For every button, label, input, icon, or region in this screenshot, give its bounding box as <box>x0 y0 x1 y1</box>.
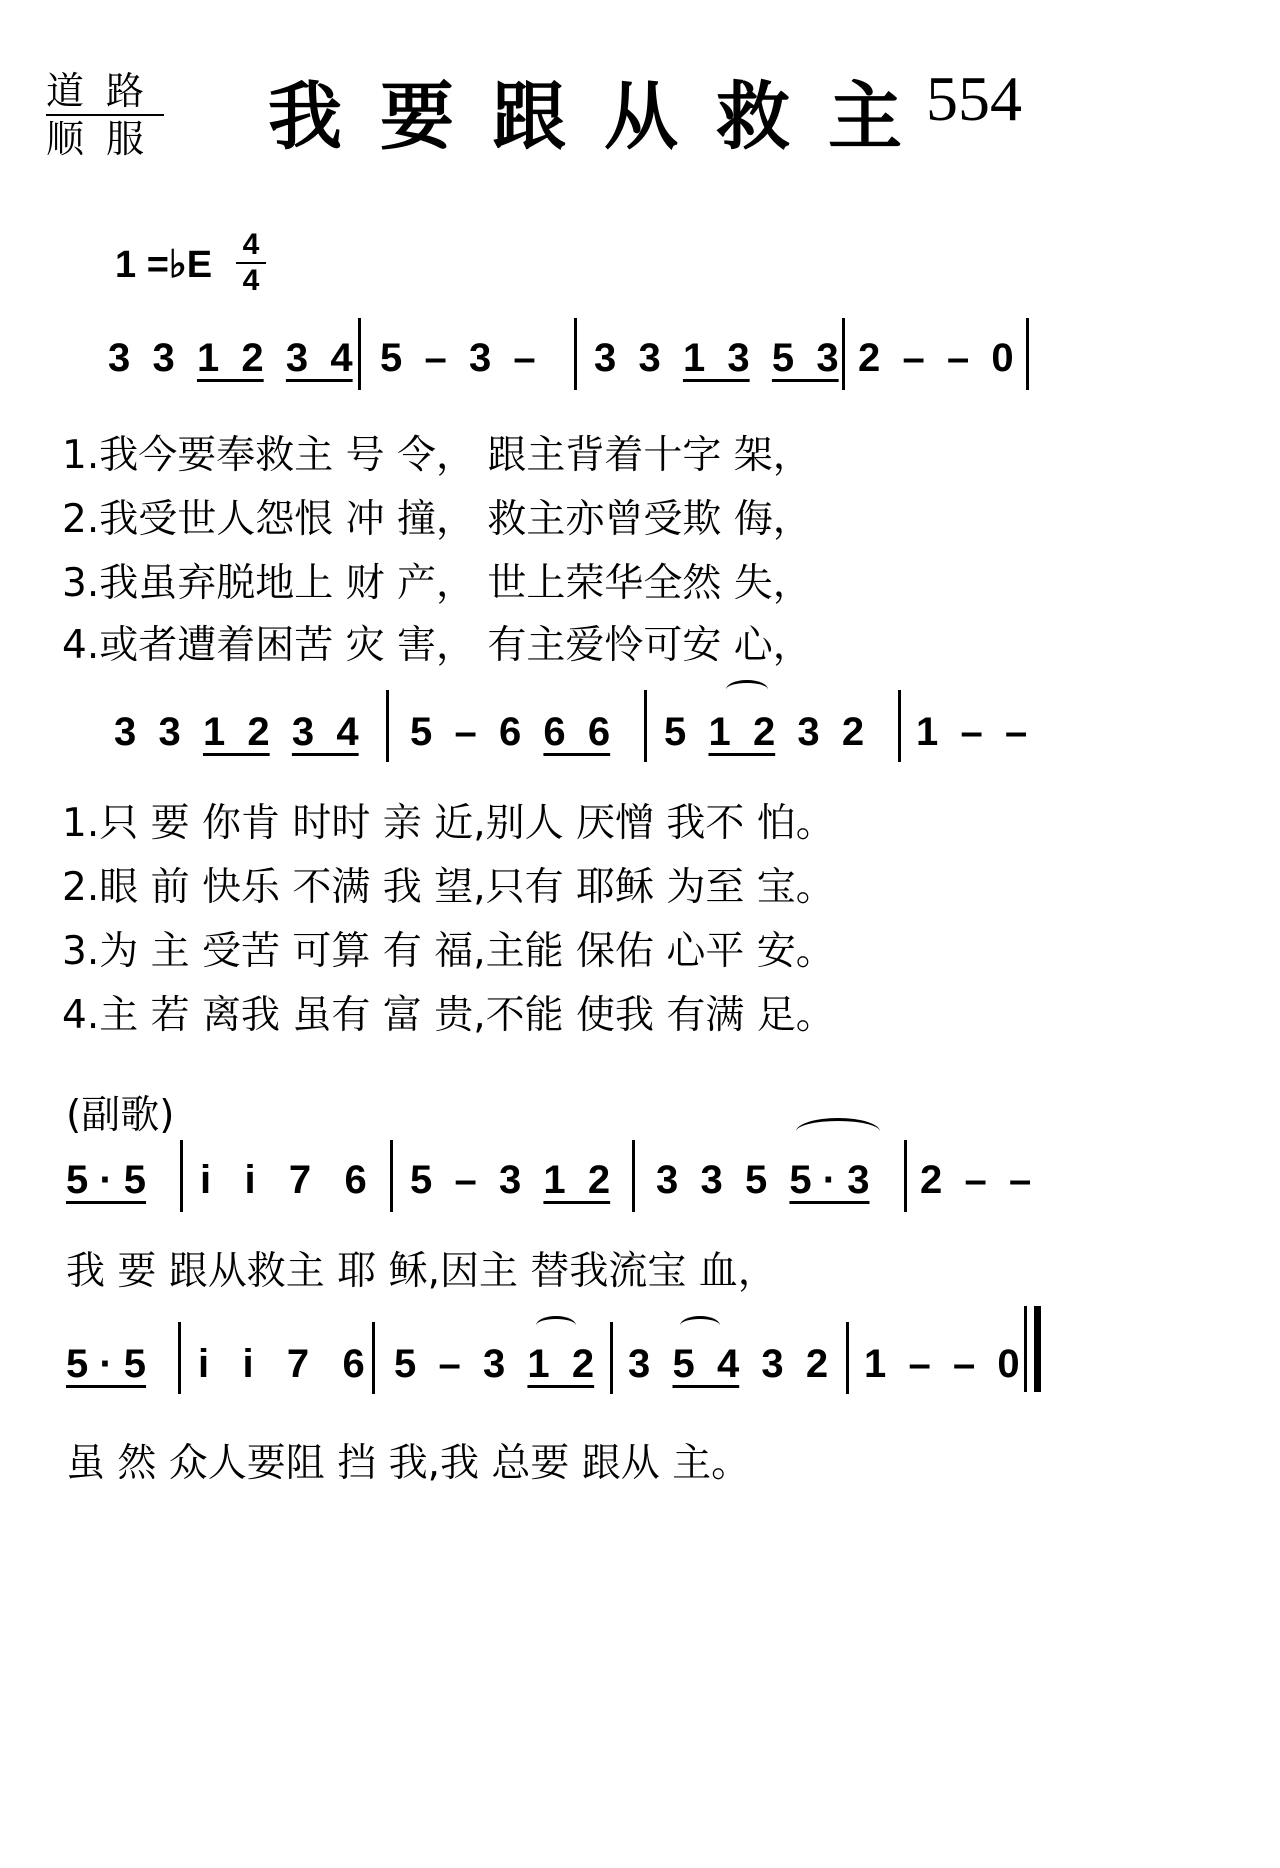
notation-measure: 5 – 3 – <box>380 336 536 380</box>
key-signature: 1 =♭E <box>115 244 213 286</box>
lyric-verse-3: 3.我虽弃脱地上 财 产， 世上荣华全然 失， <box>62 561 812 606</box>
time-signature-bottom: 4 <box>242 264 260 297</box>
barline <box>632 1140 635 1212</box>
final-barline-thick <box>1034 1306 1041 1392</box>
notation-measure: 5 – 3 1 2 <box>394 1342 595 1386</box>
time-signature-top: 4 <box>242 228 260 261</box>
barline <box>610 1322 613 1394</box>
tie-arc <box>796 1118 880 1145</box>
hymn-title: 我要跟从救主 <box>268 74 940 160</box>
notation-measure: 3 3 1 3 5 3 <box>594 336 839 380</box>
barline <box>358 318 361 390</box>
notation-measure: 1 – – 0 <box>864 1342 1020 1386</box>
notation-measure: 1 – – <box>916 710 1028 754</box>
notation-line-1-visual: 3 3 1 2 3 4 <box>108 336 353 380</box>
notation-measure: 3 3 5 5 · 3 <box>656 1158 870 1202</box>
lyric-verse-4: 4.主 若 离我 虽有 富 贵,不能 使我 有满 足。 <box>62 993 835 1038</box>
barline <box>842 318 845 390</box>
time-signature <box>236 230 266 296</box>
lyric-refrain-line-1: 我 要 跟从救主 耶 稣,因主 替我流宝 血， <box>66 1249 777 1294</box>
barline <box>644 690 647 762</box>
lyric-refrain-line-2: 虽 然 众人要阻 挡 我,我 总要 跟从 主。 <box>66 1441 751 1486</box>
refrain-label: (副歌) <box>66 1093 175 1138</box>
barline <box>904 1140 907 1212</box>
lyric-verse-1: 1.我今要奉救主 号 令， 跟主背着十字 架， <box>62 433 812 478</box>
notation-measure: i i 7 6 <box>200 1158 367 1202</box>
barline <box>390 1140 393 1212</box>
final-barline-thin <box>1024 1306 1027 1392</box>
lyric-verse-1: 1.只 要 你肯 时时 亲 近,别人 厌憎 我不 怕。 <box>62 801 835 846</box>
hymn-number: 554 <box>926 63 1022 134</box>
notation-measure: 5 1 2 3 2 <box>664 710 865 754</box>
notation-measure: 2 – – <box>920 1158 1032 1202</box>
barline <box>898 690 901 762</box>
notation-measure: 2 – – 0 <box>858 336 1014 380</box>
notation-line-2-visual: 3 3 1 2 3 4 <box>114 710 359 754</box>
barline <box>386 690 389 762</box>
notation-measure: 3 5 4 3 2 <box>628 1342 829 1386</box>
lyric-verse-2: 2.我受世人怨恨 冲 撞， 救主亦曾受欺 侮， <box>62 497 812 542</box>
notation-measure: 5 – 3 1 2 <box>410 1158 611 1202</box>
tie-arc <box>680 1316 720 1335</box>
barline <box>178 1322 181 1394</box>
notation-measure: 5 · 5 <box>66 1158 147 1202</box>
notation-measure: i i 7 6 <box>198 1342 365 1386</box>
notation-measure: 5 · 5 <box>66 1342 147 1386</box>
barline <box>1026 318 1029 390</box>
barline <box>846 1322 849 1394</box>
tie-arc <box>726 680 768 699</box>
lyric-verse-2: 2.眼 前 快乐 不满 我 望,只有 耶稣 为至 宝。 <box>62 865 835 910</box>
category-top: 道路 <box>46 69 167 113</box>
lyric-verse-3: 3.为 主 受苦 可算 有 福,主能 保佑 心平 安。 <box>62 929 835 974</box>
lyric-verse-4: 4.或者遭着困苦 灾 害， 有主爱怜可安 心， <box>62 623 812 668</box>
barline <box>574 318 577 390</box>
barline <box>180 1140 183 1212</box>
category-bottom: 顺服 <box>46 117 167 161</box>
barline <box>372 1322 375 1394</box>
tie-arc <box>536 1316 576 1335</box>
notation-measure: 5 – 6 6 6 <box>410 710 611 754</box>
